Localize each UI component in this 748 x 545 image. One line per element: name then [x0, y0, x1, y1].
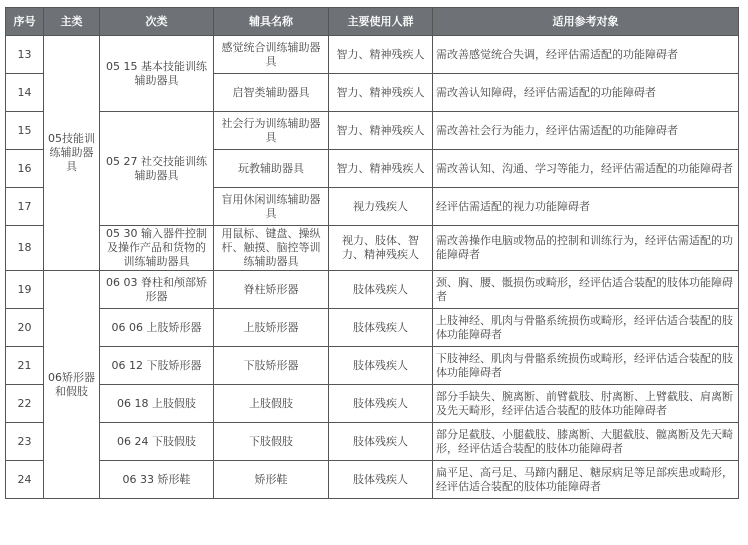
row-no: 22: [6, 385, 44, 423]
table-row: [6, 461, 739, 499]
row-no: 17: [6, 188, 44, 226]
header-main-category: 主类: [44, 8, 100, 36]
main-category-06: 06矫形器和假肢: [44, 271, 100, 499]
row-no: 15: [6, 112, 44, 150]
target: 下肢神经、肌肉与骨骼系统损伤或畸形，经评估适合装配的肢体功能障碍者: [433, 347, 739, 385]
table-row: [6, 423, 739, 461]
users: 智力、精神残疾人: [329, 150, 433, 188]
sub-category: 06 03 脊柱和颅部矫形器: [100, 271, 214, 309]
table-row: [6, 112, 739, 150]
users: 智力、精神残疾人: [329, 36, 433, 74]
users: 视力、肢体、智力、精神残疾人: [329, 226, 433, 271]
header-device-name: 辅具名称: [214, 8, 329, 36]
target: 需改善操作电脑或物品的控制和训练行为，经评估需适配的功能障碍者: [433, 226, 739, 271]
table-row: [6, 36, 739, 74]
sub-category-0527: 05 27 社交技能训练辅助器具: [100, 112, 214, 226]
device-name: 感觉统合训练辅助器具: [214, 36, 329, 74]
target: 需改善社会行为能力，经评估需适配的功能障碍者: [433, 112, 739, 150]
sub-category: 06 18 上肢假肢: [100, 385, 214, 423]
device-name: 下肢假肢: [214, 423, 329, 461]
target: 需改善感觉统合失调，经评估需适配的功能障碍者: [433, 36, 739, 74]
sub-category-0515: 05 15 基本技能训练辅助器具: [100, 36, 214, 112]
header-row: [6, 8, 739, 36]
row-no: 13: [6, 36, 44, 74]
main-category-05: 05技能训练辅助器具: [44, 36, 100, 271]
target: 部分手缺失、腕离断、前臂截肢、肘离断、上臂截肢、肩离断及先天畸形，经评估适合装配的肢体功能障碍者: [433, 385, 739, 423]
users: 肢体残疾人: [329, 347, 433, 385]
users: 肢体残疾人: [329, 423, 433, 461]
users: 肢体残疾人: [329, 461, 433, 499]
sub-category: 06 12 下肢矫形器: [100, 347, 214, 385]
table-row: [6, 385, 739, 423]
row-no: 21: [6, 347, 44, 385]
row-no: 24: [6, 461, 44, 499]
users: 肢体残疾人: [329, 309, 433, 347]
users: 智力、精神残疾人: [329, 112, 433, 150]
target: 需改善认知、沟通、学习等能力，经评估需适配的功能障碍者: [433, 150, 739, 188]
header-sub-category: 次类: [100, 8, 214, 36]
table-row: [6, 309, 739, 347]
users: 视力残疾人: [329, 188, 433, 226]
target: 扁平足、高弓足、马蹄内翻足、糖尿病足等足部疾患或畸形，经评估适合装配的肢体功能障碍者: [433, 461, 739, 499]
target: 部分足截肢、小腿截肢、膝离断、大腿截肢、髋离断及先天畸形，经评估适合装配的肢体功能障碍者: [433, 423, 739, 461]
target: 颈、胸、腰、骶损伤或畸形，经评估适合装配的肢体功能障碍者: [433, 271, 739, 309]
table-row: [6, 226, 739, 271]
row-no: 23: [6, 423, 44, 461]
device-name: 启智类辅助器具: [214, 74, 329, 112]
assistive-device-table: [5, 7, 739, 499]
users: 肢体残疾人: [329, 271, 433, 309]
sub-category: 06 06 上肢矫形器: [100, 309, 214, 347]
target: 需改善认知障碍，经评估需适配的功能障碍者: [433, 74, 739, 112]
device-name: 矫形鞋: [214, 461, 329, 499]
table-row: [6, 271, 739, 309]
device-name: 下肢矫形器: [214, 347, 329, 385]
row-no: 14: [6, 74, 44, 112]
device-name: 上肢假肢: [214, 385, 329, 423]
device-name: 用鼠标、键盘、操纵杆、触摸、脑控等训练辅助器具: [214, 226, 329, 271]
users: 肢体残疾人: [329, 385, 433, 423]
device-name: 上肢矫形器: [214, 309, 329, 347]
row-no: 20: [6, 309, 44, 347]
sub-category-0530: 05 30 输入器件控制及操作产品和货物的训练辅助器具: [100, 226, 214, 271]
target: 经评估需适配的视力功能障碍者: [433, 188, 739, 226]
device-name: 脊柱矫形器: [214, 271, 329, 309]
device-name: 盲用休闲训练辅助器具: [214, 188, 329, 226]
header-no: 序号: [6, 8, 44, 36]
table-row: [6, 347, 739, 385]
users: 智力、精神残疾人: [329, 74, 433, 112]
device-name: 社会行为训练辅助器具: [214, 112, 329, 150]
sub-category: 06 33 矫形鞋: [100, 461, 214, 499]
row-no: 19: [6, 271, 44, 309]
row-no: 18: [6, 226, 44, 271]
target: 上肢神经、肌肉与骨骼系统损伤或畸形，经评估适合装配的肢体功能障碍者: [433, 309, 739, 347]
header-target: 适用参考对象: [433, 8, 739, 36]
header-users: 主要使用人群: [329, 8, 433, 36]
sub-category: 06 24 下肢假肢: [100, 423, 214, 461]
row-no: 16: [6, 150, 44, 188]
device-name: 玩教辅助器具: [214, 150, 329, 188]
